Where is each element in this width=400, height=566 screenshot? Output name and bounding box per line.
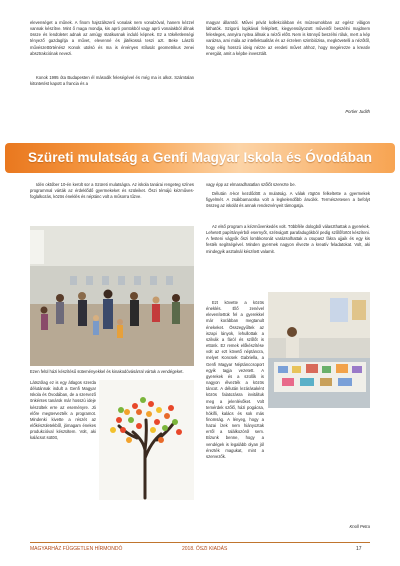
left-paragraph-2: Látszólag ez is egy átlagos szerda délutánnak indult a Genfi Magyar Iskola és Óvodában, de a szervező önkéntes tanárok már hosszú ideje készültek erre az eseményre. Jó előre megtervezték a programot. Mindenki kivette a részét az előkészületekből, jómagam énekes produkcióval készültem. Volt, aki kalácsot sütött, <box>30 380 96 441</box>
footer-publication: MAGYARHÁZ FÜGGETLEN HÍRMONDÓ <box>30 546 123 552</box>
top-author: Portier Judith <box>345 109 370 114</box>
top-left-paragraph-2: Konok 1995 óta Budapesten él második feleségével és még ma is alkot. Számtalan kitüntetést kapott a franciа és a <box>30 75 194 87</box>
right-paragraph-3: Az első program a kézművenkedés volt. Többféle dologból választhattak a gyerekek. Lehetett papírtányérból esernyőt, szétvágott parafadugókból pedig szőlőfürtöt készíteni. A festeni vágyók őszi lombkoronát varázsolhattak a csupasz fákra ujjaik és egy kis festék segítségével. Minden gyermek nagyon élvezte a kreatív feladatokat. Volt, aki mindegyik asztalnál készített valamit. <box>206 224 370 254</box>
dance-photo <box>30 226 194 366</box>
footer-divider <box>30 542 370 543</box>
left-photo-caption: Ezen felül házi készítésű süteményekkel és kinakodóvásárral vártuk a vendégeket. <box>30 369 184 374</box>
right-paragraph-4: Ezt követte a közös éneklés. Élő zenével elevenítettük fel a gyerekkel már korábban megtanult énekeket. Összegyűltek az iszapi lányok, lehullottak a szilvák a fáról és szőlőt is ettünk. Ez remek előkészítése volt az ezt követő néptáncra, melyet Koncsek Gabriella, a Genfi Magyar Néptáncсsoport egyik tagja vezetett. A gyerekek és a szülők is nagyon élvezték a közös táncot. A délután lezárásaként közös falatozásra invitáltuk meg a jelenlévőket. Volt temérdek szőlő, házi pogácsa, hókifli, kalács és sok más finomság. A lényeg, hogy a hazai ízek nem hiányoztak erről a találkozóról sem. Bízunk benne, hogy a vendégek is legalább olyan jól érezték magukat, mint a szervezők. <box>206 300 264 459</box>
bottom-author: Knoll Petra <box>349 524 370 529</box>
top-right-paragraph-1: magyar államtól. Művei privát kollekciókban és múzeumokban az egész világon láthatók. Szigorú logikával felépített, kiegyensúlyozott műveiről beszélni majdnem felesleges, annyira nyitva állnak a nézői előtt. Nem is könnyű beszélni róluk, mert a kép varázsa, ami mála az intellektualitás és az érzelem szimbiózisa, megkövetelli a nézőtől, hogy elég hosszú ideig nézze az eredeti művet ahhoz, hogy megérezze a kreatív energiát, amit a képbe invesztált. <box>206 20 370 56</box>
right-paragraph-2: Délután 4-kor kezdődött a mulatság. A válak rögtön felkeltette a gyermekek figyelmét. A zsákbamacska volt a legkelendőbb árucikk. Természetesen a befolyt összeg az iskolát és annak rendezvényeit támogatja. <box>206 191 370 209</box>
right-paragraph-1: vagy épp az elmaradhatatlan szőlőt szerezte be. <box>206 182 296 187</box>
footer-edition: 2018. ŐSZI KIADÁS <box>182 546 228 552</box>
top-left-paragraph-1: elevenséget a műnek. A finom hajszálszerű vonalak nem vonalzóval, hanem kézzel vannak készítve. Mint ő maga mondja, kis apró pontokból vagy apró vonalakból állnak össze és lendületet adnak az amúgy statikusnak induló képnek. Ez a tökéletlenségi tényező gazdagítja a művet, elevenné és játékossá teszi azt. Beke László művészettörténész Konok utolsó és ma is érvényes stílusát geometrikus zenei absztrakciónak nevezi. <box>30 20 194 56</box>
article-banner <box>5 143 395 173</box>
page-number: 17 <box>356 546 362 552</box>
article-title: Szüreti mulatság a Genfi Magyar Iskola és Óvodában <box>27 150 373 165</box>
tree-painting-photo <box>99 380 194 500</box>
left-paragraph-1: Idén október 10-én került sor a Szüreti mulatságra. Az iskola tanárai rengeteg színes programmal várták az érdeklődő gyermekeket és szüleiket. Őszi témájú kézműves-foglalkozás, közös éneklés és néptánc volt a műsorra tűzve. <box>30 182 194 200</box>
crafts-table-photo <box>268 292 370 408</box>
